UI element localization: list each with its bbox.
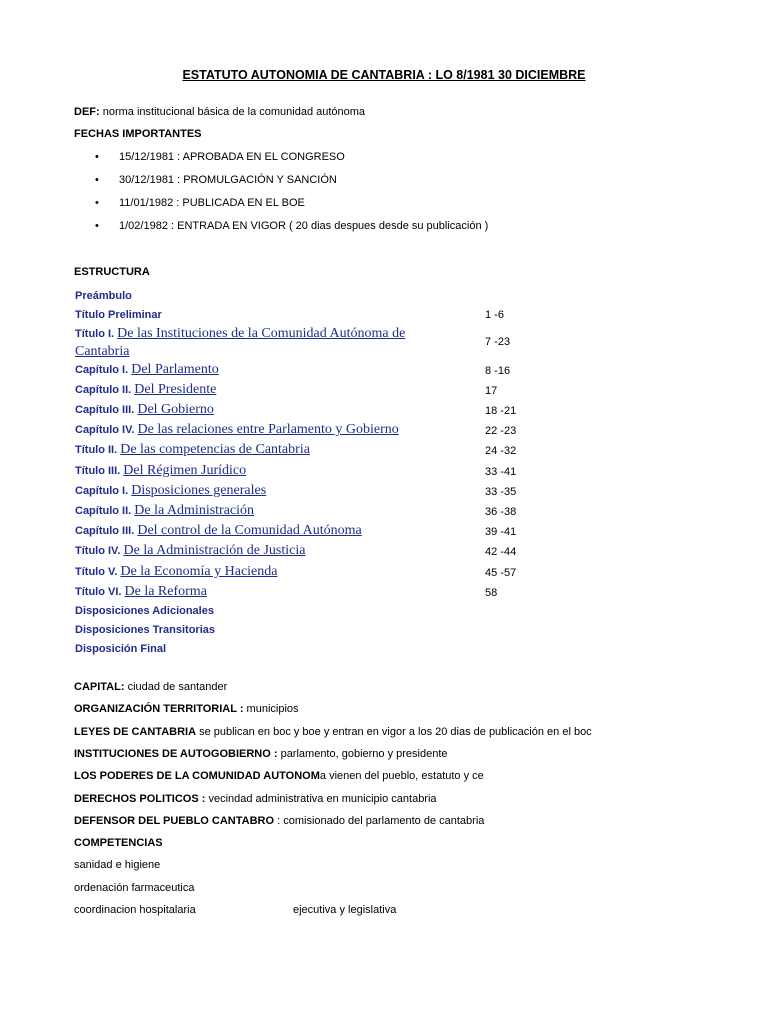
toc-prefix: Capítulo III. <box>75 404 138 416</box>
toc-link[interactable]: De las Instituciones de la Comunidad Autónoma de <box>117 326 406 341</box>
fact-line <box>74 815 484 827</box>
fact-label: DEFENSOR DEL PUEBLO CANTABRO <box>74 815 275 827</box>
toc-prefix: Título I. <box>75 328 118 340</box>
toc-prefix: Título VI. <box>75 586 125 598</box>
competencias-note: ejecutiva y legislativa <box>293 904 397 916</box>
fact-label: LOS PODERES DE LA COMUNIDAD AUTONOM <box>74 770 320 782</box>
toc-link[interactable]: Del Gobierno <box>137 402 214 417</box>
fact-label: DERECHOS POLITICOS : <box>74 793 206 805</box>
toc-page-range: 58 <box>485 587 498 599</box>
toc-page-range: 7 -23 <box>485 336 511 348</box>
toc-label <box>75 382 216 398</box>
toc-label: Disposiciones Transitorias <box>75 624 215 636</box>
fact-text: se publican en boc y boe y entran en vigor a los 20 dias de publicación en el boc <box>196 726 592 738</box>
toc-link[interactable]: Del control de la Comunidad Autónoma <box>137 523 362 538</box>
toc-label: Preámbulo <box>75 290 132 302</box>
toc-label <box>75 503 254 519</box>
definition-line <box>74 106 365 118</box>
fact-label: INSTITUCIONES DE AUTOGOBIERNO : <box>74 748 278 760</box>
toc-label: Título Preliminar <box>75 309 162 321</box>
toc-link[interactable]: De la Administración <box>134 503 255 518</box>
toc-page-range: 39 -41 <box>485 526 517 538</box>
fact-text: : comisionado del parlamento de cantabria <box>274 815 485 827</box>
toc-label <box>75 442 310 458</box>
toc-label <box>75 463 246 479</box>
toc-link[interactable]: De la Economía y Hacienda <box>120 564 278 579</box>
toc-label <box>75 543 305 559</box>
fact-line <box>74 770 484 782</box>
toc-page-range: 42 -44 <box>485 546 517 558</box>
toc-page-range: 1 -6 <box>485 309 504 321</box>
toc-page-range: 33 -41 <box>485 466 517 478</box>
fact-label: LEYES DE CANTABRIA <box>74 726 197 738</box>
fact-line <box>74 837 163 849</box>
toc-label <box>75 564 277 580</box>
fact-text: parlamento, gobierno y presidente <box>277 748 448 760</box>
fecha-item: 15/12/1981 : APROBADA EN EL CONGRESO <box>119 151 345 163</box>
competencia-item: ordenación farmaceutica <box>74 882 195 894</box>
toc-page-range: 36 -38 <box>485 506 517 518</box>
fact-line <box>74 793 437 805</box>
toc-link[interactable]: De la Administración de Justicia <box>123 543 306 558</box>
toc-label: Disposiciones Adicionales <box>75 605 214 617</box>
fecha-item: 30/12/1981 : PROMULGACIÓN Y SANCIÓN <box>119 174 337 186</box>
fact-line <box>74 726 592 738</box>
toc-label <box>75 402 214 418</box>
toc-label <box>75 483 266 499</box>
toc-prefix: Título II. <box>75 444 121 456</box>
estructura-heading: ESTRUCTURA <box>74 266 150 278</box>
toc-prefix: Título III. <box>75 465 124 477</box>
toc-link[interactable]: Del Régimen Jurídico <box>123 463 247 478</box>
toc-prefix: Título IV. <box>75 545 124 557</box>
competencia-item: sanidad e higiene <box>74 859 161 871</box>
toc-label <box>75 584 207 600</box>
bullet-marker: • <box>95 151 99 163</box>
bullet-marker: • <box>95 174 99 186</box>
toc-label <box>75 362 219 378</box>
toc-link[interactable]: De las relaciones entre Parlamento y Gobierno <box>137 422 399 437</box>
toc-prefix: Capítulo I. <box>75 364 132 376</box>
fact-label: CAPITAL: <box>74 681 125 693</box>
toc-prefix: Capítulo IV. <box>75 424 138 436</box>
bullet-marker: • <box>95 220 99 232</box>
toc-label <box>75 422 399 438</box>
fecha-item: 11/01/1982 : PUBLICADA EN EL BOE <box>119 197 305 209</box>
toc-page-range: 22 -23 <box>485 425 517 437</box>
fact-line <box>74 748 448 760</box>
toc-link[interactable]: Cantabria <box>75 344 130 359</box>
fact-text: vecindad administrativa en municipio cantabria <box>205 793 437 805</box>
document-title: ESTATUTO AUTONOMIA DE CANTABRIA : LO 8/1981 30 DICIEMBRE <box>182 68 586 82</box>
toc-label <box>75 523 362 539</box>
toc-link[interactable]: De la Reforma <box>124 584 207 599</box>
toc-prefix: Título V. <box>75 566 121 578</box>
toc-label <box>75 325 405 361</box>
toc-prefix: Capítulo II. <box>75 505 135 517</box>
toc-page-range: 17 <box>485 385 498 397</box>
toc-link[interactable]: Disposiciones generales <box>131 483 267 498</box>
fact-line <box>74 681 227 693</box>
toc-prefix: Capítulo I. <box>75 485 132 497</box>
fact-line <box>74 703 299 715</box>
toc-link[interactable]: Del Presidente <box>134 382 217 397</box>
fact-label: COMPETENCIAS <box>74 837 163 849</box>
toc-prefix: Capítulo III. <box>75 525 138 537</box>
toc-link[interactable]: Del Parlamento <box>131 362 219 377</box>
fact-text: municipios <box>243 703 299 715</box>
bullet-marker: • <box>95 197 99 209</box>
toc-page-range: 33 -35 <box>485 486 517 498</box>
toc-label: Disposición Final <box>75 643 167 655</box>
toc-page-range: 45 -57 <box>485 567 517 579</box>
fechas-heading: FECHAS IMPORTANTES <box>74 128 202 140</box>
toc-page-range: 18 -21 <box>485 405 517 417</box>
competencia-item: coordinacion hospitalaria <box>74 904 196 916</box>
fecha-item: 1/02/1982 : ENTRADA EN VIGOR ( 20 dias despues desde su publicación ) <box>119 220 489 232</box>
fact-label: ORGANIZACIÓN TERRITORIAL : <box>74 703 244 715</box>
fact-text: a vienen del pueblo, estatuto y ce <box>319 770 484 782</box>
definition-label: DEF: <box>74 106 100 118</box>
toc-prefix: Capítulo II. <box>75 384 135 396</box>
definition-text: norma institucional básica de la comunidad autónoma <box>99 106 366 118</box>
toc-page-range: 24 -32 <box>485 445 517 457</box>
fact-text: ciudad de santander <box>124 681 228 693</box>
toc-link[interactable]: De las competencias de Cantabria <box>120 442 310 457</box>
toc-page-range: 8 -16 <box>485 365 511 377</box>
